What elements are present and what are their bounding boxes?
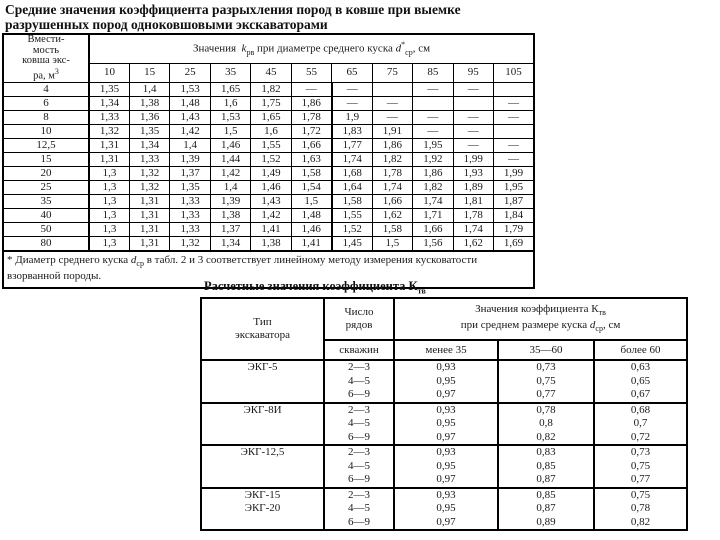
k-value-cell: 1,82 (413, 180, 453, 194)
k-value-cell: 1,46 (251, 180, 291, 194)
k-value-cell: 1,34 (210, 236, 250, 251)
ktv-value-cell: 0,89 (498, 516, 594, 531)
table-row (201, 488, 687, 503)
document-title (5, 3, 545, 32)
k-values-span-header (89, 34, 534, 63)
size-range-header: более 60 (594, 340, 687, 360)
k-value-cell: 1,6 (251, 124, 291, 138)
k-value-cell: — (413, 124, 453, 138)
corner-line: ра, м (33, 70, 55, 81)
table2-header-row-1 (201, 298, 687, 340)
ktv-value-cell: 0,78 (594, 502, 687, 516)
k-value-cell: 1,82 (251, 82, 291, 96)
table-row (3, 194, 534, 208)
k-value-cell: 1,65 (251, 110, 291, 124)
ktv-value-cell: 0,63 (594, 360, 687, 375)
k-subscript: рв (246, 48, 255, 58)
ktv-value-cell: 0,65 (594, 375, 687, 389)
k-value-cell: — (291, 82, 331, 96)
k-value-cell: 1,46 (291, 222, 331, 236)
wells-subheader: скважин (324, 340, 394, 360)
ktv-value-cell: 0,95 (394, 502, 498, 516)
k-value-cell: 1,53 (170, 82, 210, 96)
bucket-capacity-header (3, 34, 89, 82)
span-header-mid: при диаметре среднего куска (256, 42, 393, 55)
bucket-capacity-cell: 15 (3, 152, 89, 166)
bucket-capacity-cell: 35 (3, 194, 89, 208)
k-value-cell: 1,58 (332, 194, 372, 208)
type-header-line: экскаватора (235, 329, 290, 341)
k-value-cell: 1,33 (89, 110, 129, 124)
k-value-cell: 1,95 (413, 138, 453, 152)
k-value-cell: 1,66 (372, 194, 412, 208)
k-value-cell: 1,3 (89, 180, 129, 194)
bucket-capacity-cell: 50 (3, 222, 89, 236)
ktv-value-cell: 0,97 (394, 516, 498, 531)
k-value-cell: 1,65 (210, 82, 250, 96)
ktv-value-cell: 0,72 (594, 431, 687, 446)
ktv-value-cell: 0,93 (394, 445, 498, 460)
k-value-cell: 1,77 (332, 138, 372, 152)
ktv-value-cell: 0,77 (498, 388, 594, 403)
corner-line: ковша экс- (22, 55, 70, 66)
k-value-cell: 1,84 (494, 208, 534, 222)
diameter-column-header: 10 (89, 63, 129, 82)
d-star: * (401, 40, 406, 50)
ktv-value-cell: 0,97 (394, 431, 498, 446)
k-value-cell: 1,36 (129, 110, 169, 124)
k-value-cell: 1,39 (170, 152, 210, 166)
ktv-header-subscript: тв (598, 308, 606, 317)
ktv-value-cell: 0,93 (394, 488, 498, 503)
k-value-cell: 1,74 (332, 152, 372, 166)
size-range-header: 35—60 (498, 340, 594, 360)
k-value-cell (453, 96, 493, 110)
diameter-column-header: 15 (129, 63, 169, 82)
k-value-cell: 1,46 (210, 138, 250, 152)
k-value-cell: — (453, 110, 493, 124)
k-value-cell: 1,4 (210, 180, 250, 194)
k-value-cell: 1,71 (413, 208, 453, 222)
k-value-cell: 1,31 (129, 222, 169, 236)
ktv-value-cell: 0,73 (594, 445, 687, 460)
k-value-cell: 1,3 (89, 208, 129, 222)
k-value-cell: 1,5 (372, 236, 412, 251)
d-subscript: ср (405, 48, 413, 58)
k-value-cell: 1,52 (332, 222, 372, 236)
k-symbol: k (241, 42, 247, 55)
ktv-value-cell: 0,93 (394, 403, 498, 418)
wells-count-cell: 6—9 (324, 516, 394, 531)
k-value-cell: 1,37 (210, 222, 250, 236)
k-value-cell: 1,42 (251, 208, 291, 222)
table-row (3, 180, 534, 194)
k-value-cell: 1,38 (251, 236, 291, 251)
k-value-cell: 1,87 (494, 194, 534, 208)
bucket-capacity-cell: 6 (3, 96, 89, 110)
k-value-cell: 1,33 (170, 208, 210, 222)
k-value-cell: 1,44 (210, 152, 250, 166)
k-value-cell: 1,86 (372, 138, 412, 152)
ktv-header-line1: Значения коэффициента К (475, 302, 599, 315)
table1-header-row-1 (3, 34, 534, 63)
k-value-cell: 1,34 (129, 138, 169, 152)
k-value-cell: — (332, 96, 372, 110)
ktv-value-cell: 0,82 (498, 431, 594, 446)
k-value-cell: 1,54 (291, 180, 331, 194)
bucket-capacity-cell: 8 (3, 110, 89, 124)
k-value-cell: 1,79 (494, 222, 534, 236)
k-value-cell: 1,75 (251, 96, 291, 110)
table-row (3, 82, 534, 96)
footnote-d-symbol: d (130, 253, 137, 266)
excavator-type-cell: ЭКГ-8И (201, 403, 324, 446)
k-value-cell: 1,81 (453, 194, 493, 208)
k-value-cell: 1,62 (453, 236, 493, 251)
bucket-capacity-cell: 12,5 (3, 138, 89, 152)
ktv-d-symbol: d (589, 319, 596, 331)
k-value-cell: 1,32 (129, 180, 169, 194)
k-value-cell: 1,3 (89, 194, 129, 208)
k-value-cell: 1,78 (291, 110, 331, 124)
k-value-cell: 1,48 (291, 208, 331, 222)
k-value-cell: — (372, 96, 412, 110)
k-value-cell: — (372, 110, 412, 124)
bucket-capacity-cell: 80 (3, 236, 89, 251)
k-value-cell (372, 82, 412, 96)
ktv-value-cell: 0,75 (594, 488, 687, 503)
wells-count-cell: 6—9 (324, 473, 394, 488)
wells-count-cell: 4—5 (324, 375, 394, 389)
footnote-d-subscript: ср (136, 258, 144, 268)
diameter-column-header: 25 (170, 63, 210, 82)
bucket-capacity-cell: 10 (3, 124, 89, 138)
bucket-capacity-cell: 20 (3, 166, 89, 180)
title-line-2: разрушенных пород одноковшовыми экскаваторами (5, 16, 328, 32)
k-value-cell: 1,33 (170, 222, 210, 236)
ktv-value-cell: 0,82 (594, 516, 687, 531)
d-symbol: d (395, 42, 402, 55)
table-row (3, 96, 534, 110)
ktv-coefficient-table (200, 297, 688, 531)
k-value-cell: 1,43 (251, 194, 291, 208)
ktv-value-cell: 0,78 (498, 403, 594, 418)
k-value-cell: 1,58 (372, 222, 412, 236)
k-value-cell: 1,31 (89, 138, 129, 152)
k-value-cell: — (453, 82, 493, 96)
ktv-value-cell: 0,93 (394, 360, 498, 375)
k-value-cell: 1,3 (89, 236, 129, 251)
k-value-cell: 1,3 (89, 166, 129, 180)
wells-count-cell: 4—5 (324, 460, 394, 474)
wells-count-cell: 2—3 (324, 403, 394, 418)
bucket-capacity-cell: 25 (3, 180, 89, 194)
k-value-cell: 1,53 (210, 110, 250, 124)
ktv-value-cell: 0,77 (594, 473, 687, 488)
k-value-cell: 1,83 (332, 124, 372, 138)
k-value-cell: 1,41 (291, 236, 331, 251)
table-row (3, 124, 534, 138)
k-value-cell: 1,49 (251, 166, 291, 180)
k-value-cell: 1,82 (372, 152, 412, 166)
wells-count-cell: 6—9 (324, 431, 394, 446)
span-header-suffix: , см (412, 42, 431, 55)
k-value-cell: — (453, 138, 493, 152)
ktv-value-cell: 0,87 (498, 502, 594, 516)
k-value-cell: 1,31 (129, 194, 169, 208)
k-value-cell: 1,66 (413, 222, 453, 236)
k-value-cell: 1,35 (129, 124, 169, 138)
excavator-type-cell: ЭКГ-15 ЭКГ-20 (201, 488, 324, 531)
k-value-cell: 1,41 (251, 222, 291, 236)
k-value-cell: 1,42 (170, 124, 210, 138)
k-value-cell: 1,69 (494, 236, 534, 251)
k-value-cell: 1,64 (332, 180, 372, 194)
k-value-cell: 1,86 (291, 96, 331, 110)
k-value-cell: — (413, 110, 453, 124)
k-value-cell: 1,68 (332, 166, 372, 180)
wells-count-cell: 4—5 (324, 502, 394, 516)
ktv-value-cell: 0,85 (498, 488, 594, 503)
k-value-cell: 1,6 (210, 96, 250, 110)
ktv-value-cell: 0,7 (594, 417, 687, 431)
k-value-cell: 1,78 (372, 166, 412, 180)
table-row (3, 138, 534, 152)
table-row (3, 166, 534, 180)
table-row (201, 445, 687, 460)
k-value-cell: — (494, 110, 534, 124)
k-value-cell: 1,74 (453, 222, 493, 236)
diameter-column-header: 105 (494, 63, 534, 82)
k-value-cell: 1,9 (332, 110, 372, 124)
ktv-d-subscript: ср (595, 324, 603, 334)
rows-header-line: Число (344, 306, 374, 318)
ktv-value-cell: 0,97 (394, 473, 498, 488)
type-header-line: Тип (253, 316, 272, 328)
diameter-column-header: 85 (413, 63, 453, 82)
table-row (3, 236, 534, 251)
ktv-value-cell: 0,67 (594, 388, 687, 403)
k-value-cell: 1,86 (413, 166, 453, 180)
k-value-cell: — (494, 138, 534, 152)
wells-count-cell: 2—3 (324, 488, 394, 503)
ktv-value-cell: 0,73 (498, 360, 594, 375)
k-value-cell: 1,55 (251, 138, 291, 152)
diameter-column-header: 35 (210, 63, 250, 82)
k-value-cell: 1,92 (413, 152, 453, 166)
size-range-header: менее 35 (394, 340, 498, 360)
cubic-meter-sup: 3 (54, 66, 59, 76)
k-value-cell: 1,48 (170, 96, 210, 110)
diameter-column-header: 45 (251, 63, 291, 82)
k-value-cell (494, 124, 534, 138)
k-value-cell: 1,58 (291, 166, 331, 180)
k-value-cell: 1,32 (170, 236, 210, 251)
k-value-cell: 1,63 (291, 152, 331, 166)
k-value-cell: 1,42 (210, 166, 250, 180)
table2-title-subscript: тв (417, 286, 426, 296)
k-value-cell: 1,3 (89, 222, 129, 236)
rows-header-line: рядов (345, 319, 373, 331)
diameter-column-header: 95 (453, 63, 493, 82)
ktv-values-span-header (394, 298, 687, 340)
footnote-text-1: * Диаметр среднего куска (7, 253, 131, 266)
k-value-cell: 1,43 (170, 110, 210, 124)
k-value-cell: 1,31 (89, 152, 129, 166)
k-value-cell: — (494, 96, 534, 110)
k-value-cell: 1,62 (372, 208, 412, 222)
k-value-cell: 1,52 (251, 152, 291, 166)
k-value-cell: 1,95 (494, 180, 534, 194)
k-value-cell: — (332, 82, 372, 96)
table-row (3, 222, 534, 236)
ktv-value-cell: 0,75 (594, 460, 687, 474)
k-value-cell: 1,78 (453, 208, 493, 222)
ktv-value-cell: 0,95 (394, 460, 498, 474)
corner-line: Вмести- (27, 34, 65, 45)
k-value-cell: 1,39 (210, 194, 250, 208)
k-value-cell: 1,34 (89, 96, 129, 110)
rows-count-header (324, 298, 394, 340)
loosening-coefficient-table (2, 33, 535, 289)
excavator-type-header (201, 298, 324, 360)
k-value-cell: 1,91 (372, 124, 412, 138)
k-value-cell: 1,35 (89, 82, 129, 96)
ktv-value-cell: 0,8 (498, 417, 594, 431)
excavator-type-cell: ЭКГ-5 (201, 360, 324, 403)
table-row (201, 360, 687, 375)
k-value-cell: — (494, 152, 534, 166)
k-value-cell: 1,31 (129, 236, 169, 251)
k-value-cell: 1,55 (332, 208, 372, 222)
diameter-column-header: 55 (291, 63, 331, 82)
ktv-value-cell: 0,95 (394, 417, 498, 431)
wells-count-cell: 2—3 (324, 445, 394, 460)
k-value-cell: 1,38 (129, 96, 169, 110)
table2-title-text: Расчетные значения коэффициента К (204, 279, 418, 293)
excavator-type-cell: ЭКГ-12,5 (201, 445, 324, 488)
wells-count-cell: 2—3 (324, 360, 394, 375)
ktv-header-suffix: , см (602, 319, 621, 331)
k-value-cell: 1,5 (291, 194, 331, 208)
k-value-cell: 1,32 (89, 124, 129, 138)
k-value-cell: 1,89 (453, 180, 493, 194)
ktv-value-cell: 0,87 (498, 473, 594, 488)
ktv-header-line2: при среднем размере куска (460, 319, 590, 331)
ktv-value-cell: 0,97 (394, 388, 498, 403)
ktv-value-cell: 0,75 (498, 375, 594, 389)
table-row (201, 403, 687, 418)
k-value-cell: 1,45 (332, 236, 372, 251)
ktv-value-cell: 0,95 (394, 375, 498, 389)
k-value-cell: 1,31 (129, 208, 169, 222)
k-value-cell: 1,5 (210, 124, 250, 138)
footnote-text-2: в табл. 2 и 3 соответствует линейному методу измерения кусковатости взорванной породы. (7, 253, 478, 282)
k-value-cell: 1,33 (170, 194, 210, 208)
k-value-cell: 1,99 (453, 152, 493, 166)
table-row (3, 208, 534, 222)
table-row (3, 110, 534, 124)
k-value-cell: 1,56 (413, 236, 453, 251)
table2-title (204, 279, 426, 296)
wells-count-cell: 4—5 (324, 417, 394, 431)
k-value-cell: 1,38 (210, 208, 250, 222)
k-value-cell: 1,72 (291, 124, 331, 138)
k-value-cell: 1,37 (170, 166, 210, 180)
k-value-cell (413, 96, 453, 110)
k-value-cell: 1,74 (372, 180, 412, 194)
k-value-cell: 1,93 (453, 166, 493, 180)
bucket-capacity-cell: 4 (3, 82, 89, 96)
table-row (3, 152, 534, 166)
k-value-cell: 1,35 (170, 180, 210, 194)
diameter-column-header: 75 (372, 63, 412, 82)
span-header-prefix: Значения (192, 42, 237, 55)
k-value-cell: 1,99 (494, 166, 534, 180)
ktv-value-cell: 0,83 (498, 445, 594, 460)
wells-count-cell: 6—9 (324, 388, 394, 403)
k-value-cell: 1,74 (413, 194, 453, 208)
k-value-cell: 1,32 (129, 166, 169, 180)
ktv-value-cell: 0,85 (498, 460, 594, 474)
corner-line: мость (32, 44, 60, 56)
k-value-cell: — (453, 124, 493, 138)
k-value-cell: 1,33 (129, 152, 169, 166)
k-value-cell: 1,4 (129, 82, 169, 96)
k-value-cell: 1,66 (291, 138, 331, 152)
ktv-value-cell: 0,68 (594, 403, 687, 418)
k-value-cell (494, 82, 534, 96)
k-value-cell: — (413, 82, 453, 96)
title-line-1: Средние значения коэффициента разрыхления пород в ковше при выемке (5, 2, 461, 17)
diameter-column-header: 65 (332, 63, 372, 82)
k-value-cell: 1,4 (170, 138, 210, 152)
bucket-capacity-cell: 40 (3, 208, 89, 222)
